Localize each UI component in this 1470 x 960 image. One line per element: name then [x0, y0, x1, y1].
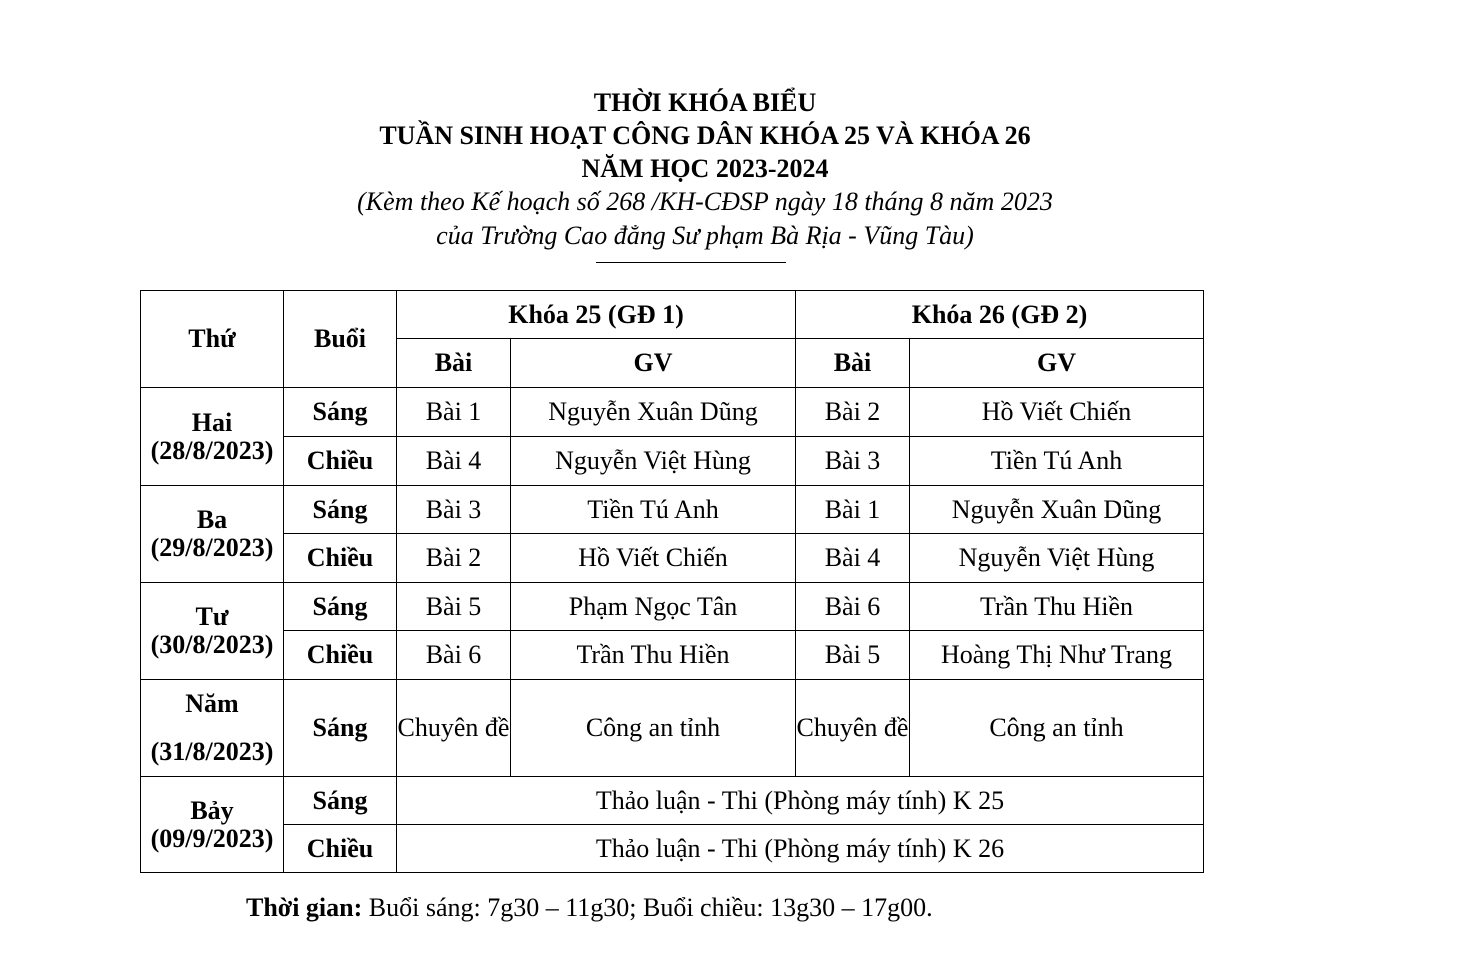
k26-bai-cell: Bài 2: [796, 388, 910, 437]
k26-bai-cell: Bài 6: [796, 583, 910, 631]
k25-gv-cell: Hồ Viết Chiến: [511, 534, 796, 583]
session-cell: Sáng: [284, 583, 397, 631]
header-k25-gv: GV: [511, 339, 796, 388]
header-khoa-25: Khóa 25 (GĐ 1): [397, 291, 796, 339]
title-underline: [596, 262, 786, 263]
k25-bai-cell: Bài 5: [397, 583, 511, 631]
day-name: Tư: [195, 602, 229, 631]
day-date: (28/8/2023): [150, 435, 274, 465]
k25-gv-cell: Công an tỉnh: [511, 680, 796, 777]
session-cell: Sáng: [284, 388, 397, 437]
table-row: [141, 680, 1204, 777]
session-cell: Sáng: [284, 486, 397, 534]
table-row: [141, 777, 1204, 825]
header-thu: Thứ: [141, 291, 284, 388]
k25-bai-cell: Bài 3: [397, 486, 511, 534]
table-row: [141, 631, 1204, 680]
day-date: (31/8/2023): [150, 737, 274, 766]
day-cell: [141, 486, 284, 583]
k26-gv-cell: Nguyễn Việt Hùng: [910, 534, 1204, 583]
k25-gv-cell: Nguyễn Việt Hùng: [511, 437, 796, 486]
k26-gv-cell: Tiền Tú Anh: [910, 437, 1204, 486]
schedule-table: [140, 290, 1204, 873]
day-cell: [141, 583, 284, 680]
k26-bai-cell: Bài 1: [796, 486, 910, 534]
time-text: Buổi sáng: 7g30 – 11g30; Buổi chiều: 13g30 – 17g00.: [362, 893, 933, 922]
k25-bai-cell: Bài 1: [397, 388, 511, 437]
day-name: Ba: [196, 505, 228, 534]
table-row: [141, 534, 1204, 583]
day-date: (29/8/2023): [150, 533, 274, 562]
k26-gv-cell: Nguyễn Xuân Dũng: [910, 486, 1204, 534]
k25-bai-cell: Bài 2: [397, 534, 511, 583]
header-khoa-26: Khóa 26 (GĐ 2): [796, 291, 1204, 339]
k25-gv-cell: Trần Thu Hiền: [511, 631, 796, 680]
document-header: [0, 86, 1410, 253]
table-row: [141, 437, 1204, 486]
header-buoi: Buổi: [284, 291, 397, 388]
day-cell: [141, 777, 284, 873]
merged-activity-cell: Thảo luận - Thi (Phòng máy tính) K 26: [397, 825, 1204, 873]
header-k26-gv: GV: [910, 339, 1204, 388]
school-year: NĂM HỌC 2023-2024: [581, 154, 829, 183]
day-cell: [141, 388, 284, 486]
k25-gv-cell: Phạm Ngọc Tân: [511, 583, 796, 631]
k25-gv-cell: Tiền Tú Anh: [511, 486, 796, 534]
k26-bai-cell: Chuyên đề: [796, 680, 910, 777]
day-date: (30/8/2023): [150, 630, 274, 659]
session-cell: Chiều: [284, 534, 397, 583]
day-date: (09/9/2023): [150, 823, 274, 853]
k26-bai-cell: Bài 4: [796, 534, 910, 583]
day-name: Bảy: [190, 795, 234, 825]
session-cell: Chiều: [284, 631, 397, 680]
session-cell: Chiều: [284, 825, 397, 873]
table-row: [141, 825, 1204, 873]
header-k25-bai: Bài: [397, 339, 511, 388]
k25-bai-cell: Bài 6: [397, 631, 511, 680]
table-row: [141, 388, 1204, 437]
session-cell: Sáng: [284, 777, 397, 825]
merged-activity-cell: Thảo luận - Thi (Phòng máy tính) K 25: [397, 777, 1204, 825]
document-title: THỜI KHÓA BIỂU: [593, 88, 817, 117]
table-row: [141, 486, 1204, 534]
k26-gv-cell: Hồ Viết Chiến: [910, 388, 1204, 437]
header-k26-bai: Bài: [796, 339, 910, 388]
k26-gv-cell: Hoàng Thị Như Trang: [910, 631, 1204, 680]
day-cell: [141, 680, 284, 777]
k26-gv-cell: Công an tỉnh: [910, 680, 1204, 777]
table-row: [141, 583, 1204, 631]
plan-reference-note: (Kèm theo Kế hoạch số 268 /KH-CĐSP ngày 18 tháng 8 năm 2023: [357, 187, 1053, 216]
document-subtitle: TUẦN SINH HOẠT CÔNG DÂN KHÓA 25 VÀ KHÓA 26: [379, 121, 1031, 150]
k26-gv-cell: Trần Thu Hiền: [910, 583, 1204, 631]
session-cell: Chiều: [284, 437, 397, 486]
time-label: Thời gian:: [246, 893, 363, 922]
k25-bai-cell: Chuyên đề: [397, 680, 511, 777]
k26-bai-cell: Bài 5: [796, 631, 910, 680]
school-name-note: của Trường Cao đẳng Sư phạm Bà Rịa - Vũng Tàu): [436, 221, 974, 250]
k25-gv-cell: Nguyễn Xuân Dũng: [511, 388, 796, 437]
session-cell: Sáng: [284, 680, 397, 777]
k26-bai-cell: Bài 3: [796, 437, 910, 486]
day-name: Hai: [191, 407, 233, 437]
time-footer: [246, 892, 933, 924]
day-name: Năm: [185, 689, 239, 718]
k25-bai-cell: Bài 4: [397, 437, 511, 486]
